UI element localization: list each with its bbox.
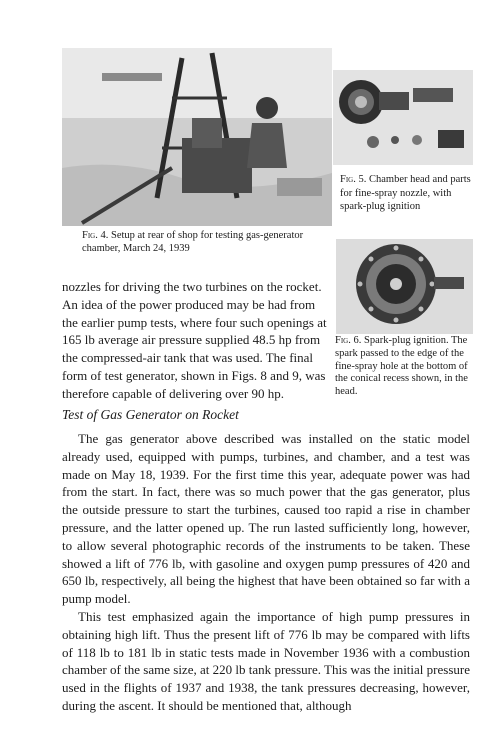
fig4-caption-text: 4. Setup at rear of shop for testing gas-generator chamber, March 24, 1939 [82, 230, 304, 254]
body-paragraph: This test emphasized again the importance of high pump pressures in obtaining high lift. Thus the present lift of 776 lb may be compared with lifts of 118 lb to 181 lb in static tests made in November 1936 with a combustion chamber of the same size, at 220 lb tank pressure. This was the initial pressure used in the flights of 1937 and 1938, the tank pressures decreasing, however, during the ascent. It should be mentioned that, although [62, 608, 470, 713]
column-text [62, 278, 330, 403]
body-paragraph: The gas generator above described was installed on the static model already used, equipped with pumps, turbines, and chamber, and a test was made on May 18, 1939. For the first time this year, adequate power was had from the start. In fact, there was so much power that the gas generator, plus the outside pressure to start the turbines, caused too rapid a rise in chamber pressure, and the latter opened up. The run lasted sufficiently long, however, to allow several photographic records of the instruments to be taken. These showed a lift of 776 lb, with gasoline and oxygen pump pressures of 420 and 650 lb, respectively, all being the highest that have been obtained so far with a pump model. [62, 431, 470, 607]
fig5-photo [333, 70, 473, 165]
fig5-caption [340, 173, 480, 214]
fig6-caption [335, 335, 475, 399]
fig6-photo [336, 239, 473, 334]
fig5-caption-label: Fig. [340, 174, 356, 185]
fig4-photo [62, 48, 332, 226]
fig4-caption-label: Fig. [82, 230, 98, 241]
column-paragraph: nozzles for driving the two turbines on the rocket. An idea of the power produced may be had from the earlier pump tests, where four such openings at 165 lb average air pressure supplied 48.5 hp from the compressed-air tank that was used. The final form of test generator, shown in Figs. 8 and 9, was therefore capable of delivering over 90 hp. [62, 279, 327, 401]
fig5-caption-text: 5. Chamber head and parts for fine-spray nozzle, with spark-plug ignition [340, 174, 471, 212]
fig4-caption [82, 229, 327, 255]
fig6-caption-label: Fig. [335, 335, 351, 346]
body-text [62, 430, 470, 715]
fig6-caption-text: 6. Spark-plug ignition. The spark passed to the edge of the fine-spray hole at the bottom of the conical recess shown, in the head. [335, 335, 468, 398]
section-heading: Test of Gas Generator on Rocket [62, 407, 239, 422]
